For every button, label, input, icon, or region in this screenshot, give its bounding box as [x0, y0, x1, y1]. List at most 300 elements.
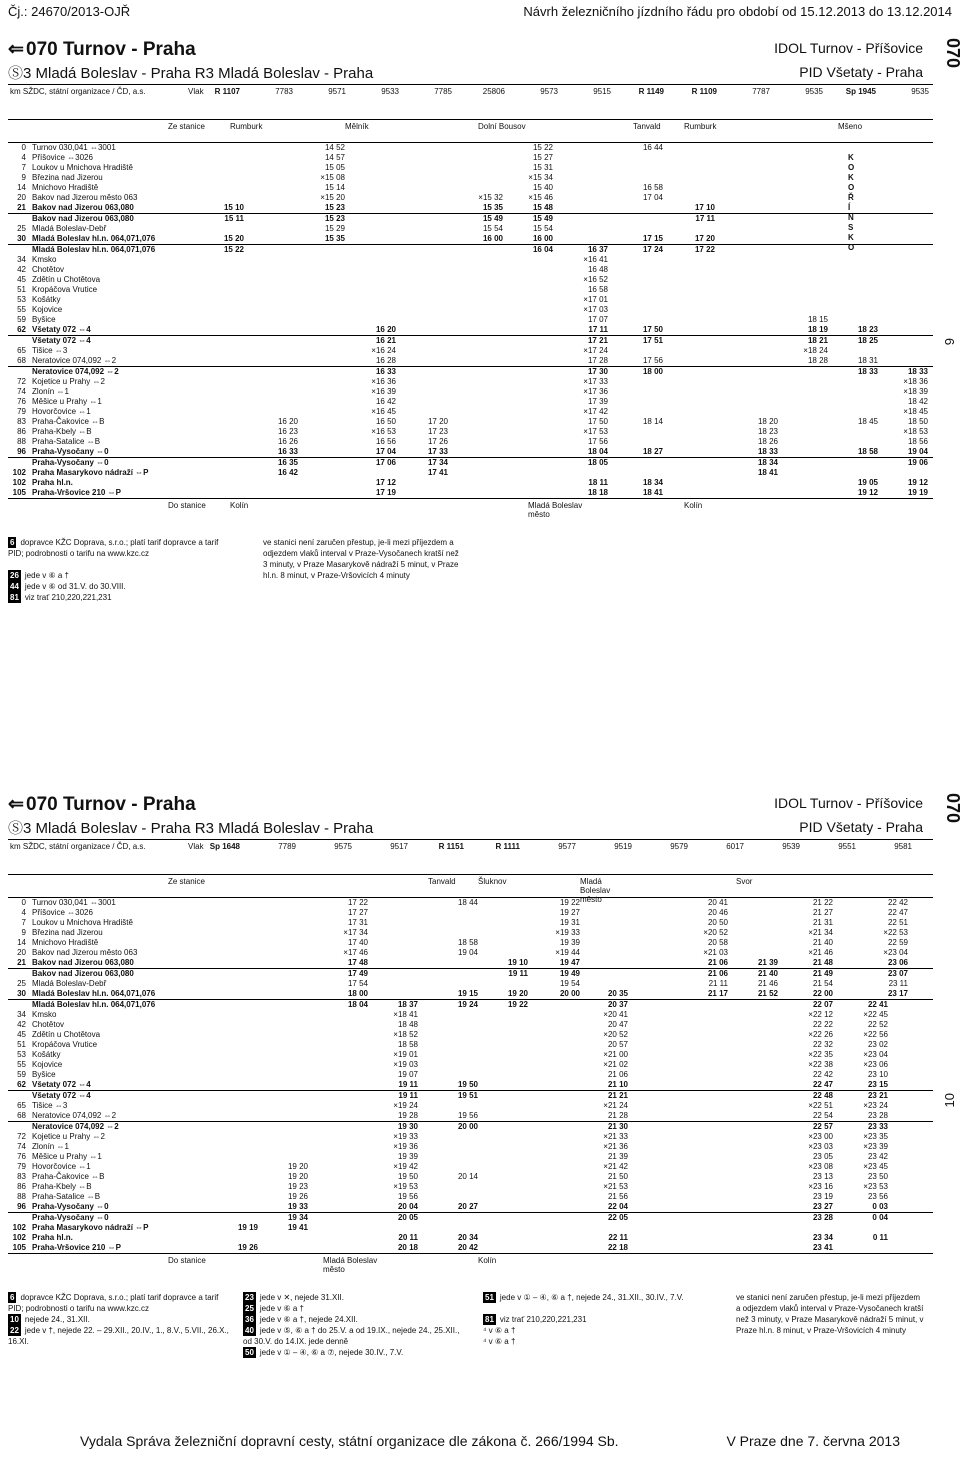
- station-name: Kojovice: [32, 305, 63, 314]
- time-cell: 19 28: [397, 1111, 418, 1120]
- time-cell: 19 19: [237, 1223, 258, 1232]
- time-cell: ×16 39: [371, 387, 396, 396]
- station-name: Měšice u Prahy ⇔1: [32, 397, 102, 406]
- station-name: Byšice: [32, 315, 56, 324]
- time-cell: ×16 45: [371, 407, 396, 416]
- time-cell: 22 32: [812, 1040, 833, 1049]
- table-subtitle: Ⓢ3 Mladá Boleslav - Praha R3 Mladá Boleslav - Praha PID Všetaty - Praha: [8, 64, 923, 82]
- km-value: 55: [17, 1060, 26, 1069]
- direction-icon: ⇐: [8, 39, 24, 60]
- station-name: Praha-Čakovice ⇔B: [32, 1172, 105, 1181]
- train-number: 9579: [670, 842, 688, 851]
- footnote: [8, 1292, 233, 1314]
- time-cell: 16 37: [587, 245, 608, 254]
- time-cell: 19 11: [508, 969, 528, 978]
- time-cell: 19 31: [559, 918, 580, 927]
- km-value: 42: [17, 265, 26, 274]
- time-cell: ×21 00: [603, 1050, 628, 1059]
- train-header: [8, 84, 933, 120]
- train-number: 9581: [894, 842, 912, 851]
- footnotes: [8, 533, 933, 623]
- footnote-text: dopravce KŽC Doprava, s.r.o.; platí tarif dopravce a tarif PID; podrobnosti o tarifu na www.kzc.cz: [8, 1293, 219, 1313]
- destination-label: Do stanice: [168, 1256, 206, 1265]
- table-row: [8, 1121, 933, 1132]
- time-cell: 18 34: [642, 478, 663, 487]
- time-cell: 16 26: [277, 437, 298, 446]
- table-row: [8, 356, 933, 366]
- time-cell: 15 23: [324, 203, 345, 212]
- time-cell: 20 14: [457, 1172, 478, 1181]
- time-cell: ×23 04: [863, 1050, 888, 1059]
- origin-station: Mělník: [345, 122, 369, 131]
- station-name: Hovorčovice ⇔1: [32, 1162, 91, 1171]
- footnote-marker: 6: [10, 538, 15, 547]
- time-cell: 21 54: [812, 979, 833, 988]
- annotation-letter: K: [848, 233, 854, 242]
- km-value: 65: [17, 346, 26, 355]
- time-cell: ×23 45: [863, 1162, 888, 1171]
- km-value: 34: [17, 255, 26, 264]
- time-cell: 22 22: [812, 1020, 833, 1029]
- time-cell: 19 47: [559, 958, 580, 967]
- time-cell: 19 06: [907, 458, 928, 467]
- table-row: [8, 1030, 933, 1040]
- table-subtitle: Ⓢ3 Mladá Boleslav - Praha R3 Mladá Boleslav - Praha PID Všetaty - Praha: [8, 819, 923, 837]
- km-value: 72: [17, 377, 26, 386]
- footnote-text: dopravce KŽC Doprava, s.r.o.; platí tarif dopravce a tarif PID; podrobnosti o tarifu na www.kzc.cz: [8, 538, 219, 558]
- footnote: [243, 1303, 468, 1314]
- time-cell: 19 24: [457, 1000, 478, 1009]
- table-row: [8, 1111, 933, 1121]
- footnote-text: jede v ① – ④, ⑥ a ⑦, nejede 30.IV., 7.V.: [259, 1348, 404, 1357]
- time-cell: 19 41: [287, 1223, 308, 1232]
- footnote: [8, 570, 233, 581]
- km-value: 7: [21, 163, 26, 172]
- station-name: Hovorčovice ⇔1: [32, 407, 91, 416]
- table-row: [8, 143, 933, 153]
- time-cell: ×22 35: [808, 1050, 833, 1059]
- time-cell: ×19 24: [393, 1101, 418, 1110]
- time-cell: 15 49: [532, 214, 553, 223]
- time-cell: 16 28: [375, 356, 396, 365]
- station-name: Všetaty 072 ⇔4: [32, 1080, 91, 1089]
- time-cell: 19 20: [507, 989, 528, 998]
- time-cell: ×20 52: [703, 928, 728, 937]
- origin-label: Ze stanice: [168, 877, 205, 886]
- s-icon: Ⓢ: [8, 820, 24, 837]
- time-cell: 21 11: [708, 979, 728, 988]
- station-name: Praha Masarykovo nádraží ⇔P: [32, 1223, 149, 1232]
- footnote: [8, 581, 233, 592]
- time-cell: 0 11: [872, 1233, 888, 1242]
- station-name: Košátky: [32, 295, 61, 304]
- time-cell: ×15 08: [320, 173, 345, 182]
- time-cell: 17 12: [375, 478, 396, 487]
- time-cell: 21 39: [607, 1152, 628, 1161]
- station-name: Všetaty 072 ⇔4: [32, 325, 91, 334]
- station-name: Bakov nad Jizerou město 063: [32, 948, 138, 957]
- time-cell: 20 05: [397, 1213, 418, 1222]
- table-row: [8, 346, 933, 356]
- time-cell: ×21 24: [603, 1101, 628, 1110]
- time-cell: 23 28: [812, 1213, 833, 1222]
- time-cell: 22 18: [607, 1243, 628, 1252]
- time-cell: ×16 36: [371, 377, 396, 386]
- vlak-label: Vlak: [188, 842, 204, 851]
- time-cell: ×19 03: [393, 1060, 418, 1069]
- time-cell: ×21 46: [808, 948, 833, 957]
- time-cell: ×21 33: [603, 1132, 628, 1141]
- km-value: 42: [17, 1020, 26, 1029]
- table-row: [8, 989, 933, 999]
- pid-label: PID Všetaty - Praha: [799, 819, 923, 835]
- table-row: [8, 968, 933, 979]
- time-cell: 23 13: [812, 1172, 833, 1181]
- time-cell: ×22 45: [863, 1010, 888, 1019]
- origin-station: Šluknov: [478, 877, 507, 886]
- time-cell: 17 48: [347, 958, 368, 967]
- time-cell: 19 49: [559, 969, 580, 978]
- footnote-marker: 50: [245, 1348, 254, 1357]
- time-cell: 23 06: [887, 958, 908, 967]
- time-cell: ×22 12: [808, 1010, 833, 1019]
- table-row: [8, 387, 933, 397]
- km-value: 14: [17, 938, 26, 947]
- time-cell: 23 50: [867, 1172, 888, 1181]
- time-cell: ×21 42: [603, 1162, 628, 1171]
- annotation-letter: O: [848, 243, 855, 252]
- time-cell: 22 42: [887, 898, 908, 907]
- time-cell: 20 37: [607, 1000, 628, 1009]
- ids-label: IDOL Turnov - Příšovice: [774, 40, 923, 56]
- time-cell: 19 39: [397, 1152, 418, 1161]
- time-cell: ×18 53: [903, 427, 928, 436]
- footnote: [8, 1325, 233, 1347]
- time-cell: 18 56: [907, 437, 928, 446]
- time-cell: 16 00: [482, 234, 503, 243]
- km-value: 68: [17, 1111, 26, 1120]
- time-cell: 21 49: [812, 969, 833, 978]
- station-name: Neratovice 074,092 ⇔2: [32, 1111, 117, 1120]
- time-cell: 20 57: [607, 1040, 628, 1049]
- time-cell: 18 37: [397, 1000, 418, 1009]
- km-value: 0: [21, 143, 26, 152]
- train-number: R 1107: [214, 87, 240, 96]
- footnote-marker: 22: [10, 1326, 19, 1335]
- time-cell: 23 56: [867, 1192, 888, 1201]
- km-value: 74: [17, 387, 26, 396]
- time-cell: 22 51: [887, 918, 908, 927]
- time-cell: ×22 38: [808, 1060, 833, 1069]
- time-cell: 23 10: [867, 1070, 888, 1079]
- table-row: [8, 1010, 933, 1020]
- time-cell: 17 20: [694, 234, 715, 243]
- station-name: Měšice u Prahy ⇔1: [32, 1152, 102, 1161]
- time-cell: ×18 45: [903, 407, 928, 416]
- time-cell: 17 50: [642, 325, 663, 334]
- time-cell: 18 33: [857, 367, 878, 376]
- time-cell: 17 06: [375, 458, 396, 467]
- table-row: [8, 183, 933, 193]
- time-cell: ×17 33: [583, 377, 608, 386]
- time-cell: 23 02: [867, 1040, 888, 1049]
- footnote: [483, 1292, 708, 1303]
- time-cell: 23 21: [867, 1091, 888, 1100]
- date-text: V Praze dne 7. června 2013: [726, 1433, 900, 1449]
- time-cell: ×15 46: [528, 193, 553, 202]
- time-cell: ×17 03: [583, 305, 608, 314]
- time-cell: 16 04: [532, 245, 553, 254]
- km-value: 34: [17, 1010, 26, 1019]
- time-cell: 23 17: [887, 989, 908, 998]
- time-cell: 23 15: [867, 1080, 888, 1089]
- time-cell: 21 40: [812, 938, 833, 947]
- footnote: [8, 1314, 233, 1325]
- time-cell: 18 00: [347, 989, 368, 998]
- time-cell: 15 10: [223, 203, 244, 212]
- time-cell: 17 19: [375, 488, 396, 497]
- time-cell: 21 21: [607, 1091, 628, 1100]
- time-cell: 18 19: [807, 325, 828, 334]
- table-row: [8, 1142, 933, 1152]
- side-line-label: 070: [943, 38, 963, 69]
- km-value: 96: [17, 447, 26, 456]
- time-cell: 16 33: [375, 367, 396, 376]
- km-value: 62: [17, 325, 26, 334]
- station-name: Kropáčova Vrutice: [32, 285, 98, 294]
- time-cell: 20 47: [607, 1020, 628, 1029]
- time-cell: ×23 08: [808, 1162, 833, 1171]
- time-cell: 18 48: [397, 1020, 418, 1029]
- station-name: Turnov 030,041 ⇔3001: [32, 898, 116, 907]
- time-cell: ×22 51: [808, 1101, 833, 1110]
- side-line-label: 070: [943, 793, 963, 824]
- time-cell: 19 56: [457, 1111, 478, 1120]
- time-cell: 22 57: [812, 1122, 833, 1131]
- time-cell: 20 35: [607, 989, 628, 998]
- km-value: 25: [17, 224, 26, 233]
- table-row: [8, 1101, 933, 1111]
- time-cell: 18 33: [907, 367, 928, 376]
- train-number: 9515: [593, 87, 611, 96]
- time-cell: ×19 36: [393, 1142, 418, 1151]
- table-row: [8, 1243, 933, 1253]
- km-value: 14: [17, 183, 26, 192]
- footnote: [8, 592, 233, 603]
- table-row: [8, 928, 933, 938]
- footnote-transfer: ve stanici není zaručen přestup, je-li mezi příjezdem a odjezdem vlaků interval v Praze-Vysočanech kratší než 3 minuty, v Praze Masarykově nádraží 5 minut, v Praze hl.n. 8 minut, v Praze-Vršovicích 4 minuty: [263, 538, 459, 580]
- table-row: [8, 1233, 933, 1243]
- table-row: [8, 173, 933, 183]
- station-name: Tišice ⇔3: [32, 1101, 68, 1110]
- km-value: 45: [17, 1030, 26, 1039]
- time-cell: 19 34: [287, 1213, 308, 1222]
- time-cell: 18 31: [857, 356, 878, 365]
- page-footer: [80, 1433, 900, 1449]
- time-cell: ×17 53: [583, 427, 608, 436]
- km-value: 86: [17, 1182, 26, 1191]
- time-cell: 20 58: [707, 938, 728, 947]
- footnote-text: ⁴ v ⑥ a †: [483, 1326, 516, 1335]
- time-cell: 15 27: [532, 153, 553, 162]
- station-name: Praha-Kbely ⇔B: [32, 427, 92, 436]
- station-name: Praha-Vysočany ⇔0: [32, 458, 109, 467]
- time-cell: 16 48: [587, 265, 608, 274]
- footnote-text: jede v ⑥ a †, nejede 24.XII.: [259, 1315, 358, 1324]
- station-name: Březina nad Jizerou: [32, 928, 103, 937]
- table-row: [8, 203, 933, 213]
- page-number: 10: [942, 1093, 957, 1108]
- train-header: [8, 839, 933, 875]
- time-cell: 17 22: [347, 898, 368, 907]
- table-row: [8, 1070, 933, 1080]
- time-cell: 21 06: [707, 969, 728, 978]
- km-value: 21: [17, 958, 26, 967]
- km-value: 20: [17, 948, 26, 957]
- time-cell: 15 11: [224, 214, 244, 223]
- km-value: 25: [17, 979, 26, 988]
- table-row: [8, 295, 933, 305]
- time-cell: 18 00: [642, 367, 663, 376]
- table-row: [8, 427, 933, 437]
- train-number: 7785: [434, 87, 452, 96]
- time-cell: 18 41: [642, 488, 663, 497]
- table-row: [8, 1080, 933, 1090]
- time-cell: 19 04: [907, 447, 928, 456]
- timetable-page-9: [8, 38, 963, 623]
- table-row: [8, 958, 933, 968]
- time-cell: ×23 00: [808, 1132, 833, 1141]
- footnote-marker: 51: [485, 1293, 494, 1302]
- annotation-letter: Í: [848, 203, 851, 212]
- table-row: [8, 397, 933, 407]
- km-value: 88: [17, 1192, 26, 1201]
- time-cell: ×23 06: [863, 1060, 888, 1069]
- time-cell: 15 20: [223, 234, 244, 243]
- time-cell: ×17 46: [343, 948, 368, 957]
- table-row: [8, 999, 933, 1010]
- time-cell: ×18 41: [393, 1010, 418, 1019]
- time-cell: 16 56: [375, 437, 396, 446]
- time-cell: 18 26: [757, 437, 778, 446]
- time-cell: 22 59: [887, 938, 908, 947]
- station-name: Kojovice: [32, 1060, 63, 1069]
- time-cell: 14 52: [324, 143, 345, 152]
- time-cell: 17 04: [642, 193, 663, 202]
- table-row: [8, 265, 933, 275]
- time-cell: 17 07: [587, 315, 608, 324]
- time-cell: 15 23: [324, 214, 345, 223]
- time-cell: 16 00: [532, 234, 553, 243]
- footnote-text: jede v ⑥ od 31.V. do 30.VIII.: [24, 582, 126, 591]
- time-cell: ×23 04: [883, 948, 908, 957]
- time-cell: 19 04: [457, 948, 478, 957]
- footnote-text: nejede 24., 31.XII.: [24, 1315, 90, 1324]
- time-cell: 19 26: [287, 1192, 308, 1201]
- time-cell: 20 42: [457, 1243, 478, 1252]
- station-name: Kojetice u Prahy ⇔2: [32, 1132, 105, 1141]
- train-number: 9517: [390, 842, 408, 851]
- km-value: 102: [12, 1223, 26, 1232]
- table-row: [8, 1212, 933, 1223]
- table-row: [8, 457, 933, 468]
- footnote-marker: 36: [245, 1315, 254, 1324]
- time-cell: 15 40: [532, 183, 553, 192]
- station-name: Košátky: [32, 1050, 61, 1059]
- table-row: [8, 898, 933, 908]
- time-cell: 18 11: [588, 478, 608, 487]
- station-name: Kojetice u Prahy ⇔2: [32, 377, 105, 386]
- time-cell: 17 49: [347, 969, 368, 978]
- station-rows: [8, 143, 933, 498]
- station-name: Neratovice 074,092 ⇔2: [32, 367, 119, 376]
- origin-station: Tanvald: [633, 122, 661, 131]
- time-cell: 17 34: [427, 458, 448, 467]
- s-icon: Ⓢ: [8, 65, 24, 82]
- footnote-text: jede v ⑤, ⑥ a † do 25.V. a od 19.IX., nejede 24., 25.XII., od 30.V. do 14.IX. jede denně: [243, 1326, 460, 1346]
- table-row: [8, 1223, 933, 1233]
- time-cell: 21 48: [812, 958, 833, 967]
- time-cell: 18 05: [587, 458, 608, 467]
- table-row: [8, 1060, 933, 1070]
- station-name: Mnichovo Hradiště: [32, 938, 99, 947]
- origin-station: Dolní Bousov: [478, 122, 526, 131]
- footnote-marker: 81: [485, 1315, 494, 1324]
- train-number: R 1111: [495, 842, 520, 851]
- table-row: [8, 244, 933, 255]
- time-cell: 21 06: [707, 958, 728, 967]
- table-row: [8, 1172, 933, 1182]
- time-cell: 22 05: [607, 1213, 628, 1222]
- table-row: [8, 1020, 933, 1030]
- km-value: 68: [17, 356, 26, 365]
- km-value: 7: [21, 918, 26, 927]
- footnote-marker: 25: [245, 1304, 254, 1313]
- train-number: Sp 1648: [209, 842, 240, 851]
- station-name: Praha-Satalice ⇔B: [32, 437, 101, 446]
- station-name: Mladá Boleslav hl.n. 064,071,076: [32, 989, 156, 998]
- time-cell: 22 41: [867, 1000, 888, 1009]
- origin-label: Ze stanice: [168, 122, 205, 131]
- time-cell: ×17 24: [583, 346, 608, 355]
- station-name: Praha-Kbely ⇔B: [32, 1182, 92, 1191]
- time-cell: ×19 01: [393, 1050, 418, 1059]
- table-row: [8, 193, 933, 203]
- time-cell: ×18 36: [903, 377, 928, 386]
- time-cell: ×16 41: [583, 255, 608, 264]
- time-cell: 21 30: [607, 1122, 628, 1131]
- station-name: Březina nad Jizerou: [32, 173, 103, 182]
- table-row: [8, 1182, 933, 1192]
- destination-station: Kolín: [478, 1256, 497, 1265]
- time-cell: ×23 39: [863, 1142, 888, 1151]
- table-row: [8, 979, 933, 989]
- time-cell: 22 52: [867, 1020, 888, 1029]
- time-cell: 18 58: [397, 1040, 418, 1049]
- time-cell: 20 04: [397, 1202, 418, 1211]
- km-value: 76: [17, 1152, 26, 1161]
- time-cell: 23 34: [812, 1233, 833, 1242]
- train-number: 25806: [482, 87, 505, 96]
- time-cell: 18 21: [807, 336, 828, 345]
- time-cell: 22 07: [812, 1000, 833, 1009]
- time-cell: ×17 36: [583, 387, 608, 396]
- time-cell: 22 48: [812, 1091, 833, 1100]
- km-value: 30: [17, 234, 26, 243]
- footnote-marker: 23: [245, 1293, 254, 1302]
- ids-label: IDOL Turnov - Příšovice: [774, 795, 923, 811]
- footnote: [8, 537, 233, 559]
